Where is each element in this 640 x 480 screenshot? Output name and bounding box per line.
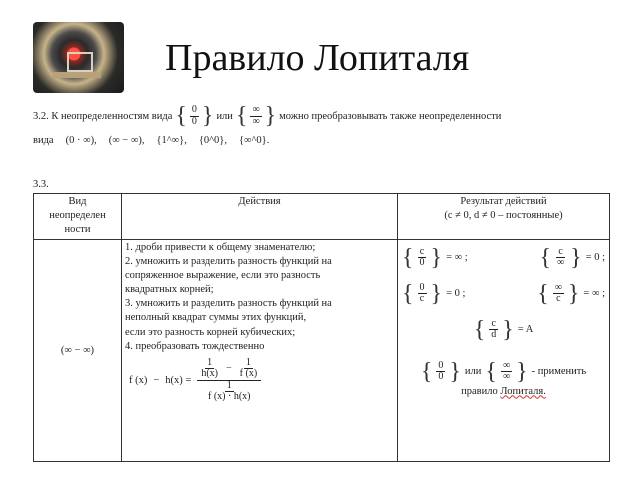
cell-type: (∞ − ∞) [34,239,122,461]
form-item: {1^∞}, [156,135,187,146]
identity-formula: f (x) − h(x) = $\frac{1}{h(x)}$ − $\frac{1}{f (x)}$ $\frac{1}{f (x) \cdot h(x)}$ [129,358,394,403]
fraction-1-fx: $\frac{1}{f (x)}$ [239,356,258,380]
action-line: 2. умножить и разделить разность функций на [125,255,332,267]
header-actions: Действия [122,194,398,240]
section-3-2-line1 [33,104,501,128]
table-header-row [34,194,610,240]
form-item: (0 · ∞), [65,135,97,146]
chip-shape [67,52,93,72]
table-row [34,239,610,461]
s32-tail: можно преобразовывать также неопределенности [279,110,502,122]
s32-or: или [216,110,233,122]
section-3-3-label: 3.3. [33,179,49,190]
header-results: Результат действий (c ≠ 0, d ≠ 0 – постоянные) [398,194,610,240]
cell-results [398,239,610,461]
action-line: 4. преобразовать тождественно [125,340,265,352]
header-type: Вид неопределен ности [34,194,122,240]
fraction-1-hx: $\frac{1}{h(x)}$ [201,356,219,380]
result-c-over-inf: { $\frac{c}{\infty}$ } = 0 ; [539,244,605,271]
fraction-1-fxhx: $\frac{1}{f (x) \cdot h(x)}$ [208,379,251,403]
big-fraction: $\frac{1}{h(x)}$ − $\frac{1}{f (x)}$ $\frac{1}{f (x) \cdot h(x)}$ [197,358,261,403]
action-line: 3. умножить и разделить разность функций на [125,298,332,310]
brace-close: } [264,103,277,129]
brace-open: { [235,103,248,129]
fraction-0-0: $\frac{0}{0}$ [191,104,197,127]
result-lhopital-label: правило Лопиталя. [461,385,546,397]
action-line: неполный квадрат суммы этих функций, [125,312,307,324]
result-inf-over-c: { $\frac{\infty}{c}$ } = ∞ ; [537,280,605,307]
action-line: квадратных корней; [125,284,214,296]
result-c-over-d: { $\frac{c}{d}$ } = A [473,316,534,343]
rules-table [33,193,610,462]
page-title: Правило Лопиталя [165,37,470,79]
section-3-2-line2 [33,135,269,146]
form-item: (∞ − ∞), [108,135,145,146]
mount-bar-shape [53,72,101,78]
s32-prefix: вида [33,135,54,146]
cell-actions [122,239,398,461]
action-line: если это разность корней кубических; [125,326,296,338]
s32-lead: 3.2. К неопределенностям вида [33,110,173,122]
brace-open: { [175,103,187,129]
form-item: {∞^0}. [238,135,270,146]
fraction-inf-inf: $\frac{\infty}{\infty}$ [252,104,260,127]
result-c-over-0: { $\frac{c}{0}$ } = ∞ ; [402,244,468,271]
action-line: сопряженное выражение, если это разность [125,269,321,281]
result-apply-lhopital: { $\frac{0}{0}$ } или { $\frac{\infty}{\infty}$ } - применить [420,358,587,385]
result-0-over-c: { $\frac{0}{c}$ } = 0 ; [402,280,466,307]
header-photo [33,22,124,93]
brace-close: } [201,103,214,129]
form-item: {0^0}, [198,135,227,146]
action-line: 1. дроби привести к общему знаменателю; [125,241,316,253]
